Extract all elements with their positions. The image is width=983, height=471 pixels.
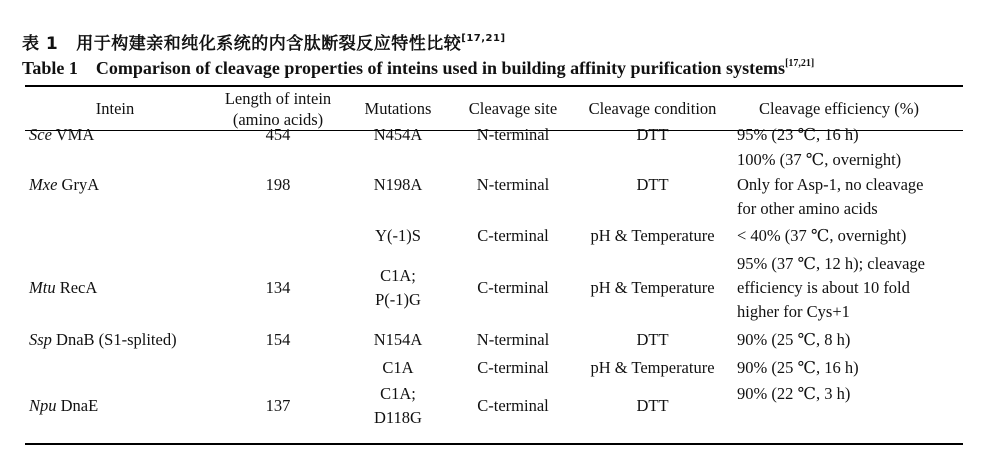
intein-species-abbrev: Sce <box>29 125 52 144</box>
mutation-cell: N198A <box>373 175 423 194</box>
table-bottom-rule <box>25 443 963 445</box>
header-cleavage-condition: Cleavage condition <box>588 99 717 118</box>
mutation-cell-line2: P(-1)G <box>375 290 421 309</box>
cleavage-efficiency-cell: 90% (25 ℃, 16 h) <box>737 358 859 377</box>
table-title-en: Comparison of cleavage properties of inteins used in building affinity purification systems <box>95 58 786 78</box>
mutation-cell: C1A <box>382 358 414 377</box>
length-cell: 198 <box>265 175 291 194</box>
cleavage-site-cell: C-terminal <box>477 226 549 245</box>
cleavage-efficiency-cell: 100% (37 ℃, overnight) <box>737 150 902 169</box>
mutation-cell: C1A; <box>380 266 416 285</box>
length-cell: 137 <box>265 396 291 415</box>
cleavage-efficiency-cell: 95% (37 ℃, 12 h); cleavage <box>737 254 925 273</box>
cleavage-site-cell: N-terminal <box>476 175 550 194</box>
intein-gene-name: DnaB (S1-splited) <box>51 330 177 349</box>
intein-gene-name: GryA <box>57 175 100 194</box>
cleavage-efficiency-cell: Only for Asp-1, no cleavage <box>737 175 924 194</box>
cleavage-efficiency-cell: higher for Cys+1 <box>737 302 850 321</box>
intein-name-cell <box>29 123 94 147</box>
cleavage-efficiency-cell: efficiency is about 10 fold <box>737 278 910 297</box>
header-cleavage-efficiency: Cleavage efficiency (%) <box>758 99 920 118</box>
length-cell: 154 <box>265 330 291 349</box>
cleavage-condition-cell: DTT <box>636 175 669 194</box>
length-cell: 454 <box>265 125 291 144</box>
mutation-cell: C1A; <box>380 384 416 403</box>
intein-gene-name: DnaE <box>56 396 99 415</box>
cleavage-condition-cell: pH & Temperature <box>590 358 715 377</box>
table-caption-chinese <box>22 29 506 54</box>
table-number-en: Table 1 <box>22 58 78 78</box>
mutation-cell: Y(-1)S <box>375 226 421 245</box>
intein-name-cell <box>29 276 97 300</box>
cleavage-site-cell: C-terminal <box>477 358 549 377</box>
reference-marker-en: [17,21] <box>785 58 815 69</box>
reference-marker-zh: [17,21] <box>461 33 506 44</box>
intein-species-abbrev: Ssp <box>29 330 52 349</box>
cleavage-condition-cell: pH & Temperature <box>590 226 715 245</box>
cleavage-efficiency-cell: 90% (22 ℃, 3 h) <box>737 384 851 403</box>
cleavage-condition-cell: pH & Temperature <box>590 278 715 297</box>
cleavage-efficiency-cell: 90% (25 ℃, 8 h) <box>737 330 851 349</box>
intein-species-abbrev: Mxe <box>29 175 58 194</box>
intein-species-abbrev: Mtu <box>29 278 56 297</box>
intein-gene-name: VMA <box>51 125 95 144</box>
cleavage-efficiency-cell: < 40% (37 ℃, overnight) <box>737 226 907 245</box>
cleavage-efficiency-cell: 95% (23 ℃, 16 h) <box>737 125 859 144</box>
mutation-cell: N154A <box>373 330 423 349</box>
length-cell: 134 <box>265 278 291 297</box>
table-caption-english <box>22 58 814 79</box>
header-cleavage-site: Cleavage site <box>468 99 558 118</box>
mutation-cell-line2: D118G <box>374 408 422 427</box>
table-number-zh: 表 1 <box>22 34 59 54</box>
header-intein: Intein <box>95 99 135 118</box>
cleavage-efficiency-cell: for other amino acids <box>737 199 878 218</box>
intein-name-cell <box>29 328 177 352</box>
header-length-line2: (amino acids) <box>232 109 324 129</box>
intein-species-abbrev: Npu <box>29 396 57 415</box>
cleavage-condition-cell: DTT <box>636 125 669 144</box>
cleavage-site-cell: N-terminal <box>476 330 550 349</box>
intein-gene-name: RecA <box>55 278 98 297</box>
cleavage-site-cell: C-terminal <box>477 396 549 415</box>
intein-name-cell <box>29 394 98 418</box>
intein-name-cell <box>29 173 99 197</box>
table-title-zh: 用于构建亲和纯化系统的内含肽断裂反应特性比较 <box>76 34 462 54</box>
cleavage-site-cell: C-terminal <box>477 278 549 297</box>
cleavage-site-cell: N-terminal <box>476 125 550 144</box>
header-mutations: Mutations <box>364 99 432 118</box>
header-length-line1: Length of intein <box>224 88 332 108</box>
cleavage-condition-cell: DTT <box>636 396 669 415</box>
cleavage-condition-cell: DTT <box>636 330 669 349</box>
mutation-cell: N454A <box>373 125 423 144</box>
